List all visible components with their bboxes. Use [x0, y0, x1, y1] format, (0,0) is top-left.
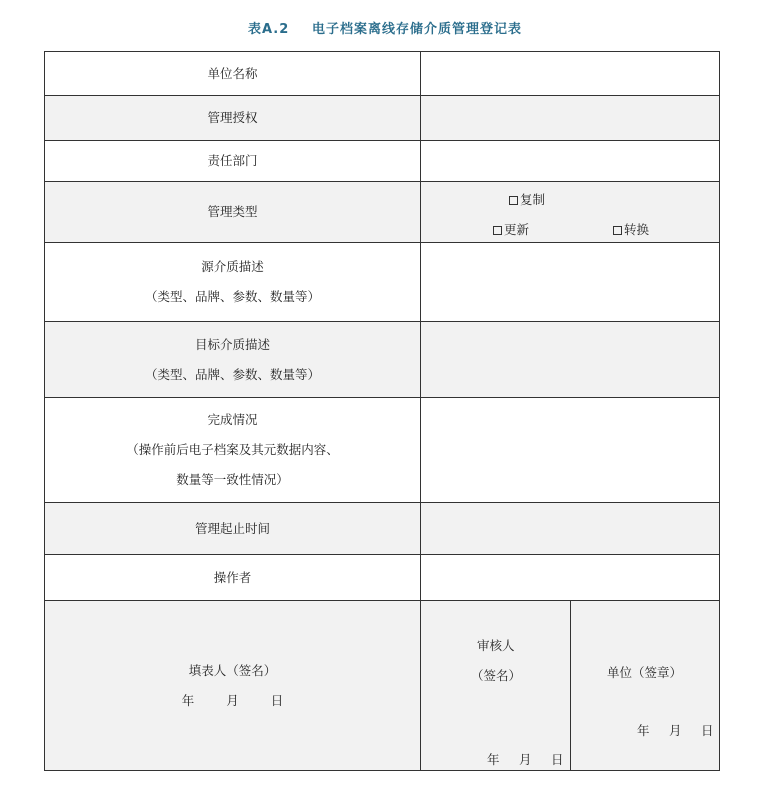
label-mgmt-auth: 管理授权: [207, 110, 258, 125]
checkbox-icon: [613, 226, 622, 235]
label-completion-note-2: 数量等一致性情况）: [176, 472, 289, 487]
label-tgt-media-note: （类型、品牌、参数、数量等）: [144, 366, 320, 382]
reviewer-cell[interactable]: [421, 601, 570, 771]
label-completion-note-1: （操作前后电子档案及其元数据内容、: [126, 442, 339, 457]
input-tgt-media[interactable]: [421, 322, 719, 397]
filler-cell[interactable]: [45, 601, 421, 771]
checkbox-icon: [493, 226, 502, 235]
label-unit-name: 单位名称: [207, 65, 258, 81]
filler-date: 年 月 日: [181, 693, 284, 708]
option-copy[interactable]: 复制: [509, 190, 545, 208]
input-src-media[interactable]: [421, 243, 719, 321]
label-mgmt-time: 管理起止时间: [194, 520, 270, 536]
label-reviewer: 审核人: [477, 638, 515, 653]
row-mgmt-auth: [44, 95, 720, 140]
label-unit-seal: 单位（签章）: [607, 665, 683, 680]
row-unit-name: [44, 51, 720, 95]
row-completion: [44, 397, 720, 502]
row-mgmt-time: [44, 502, 720, 554]
label-resp-dept: 责任部门: [207, 153, 258, 168]
reviewer-date-day: 日: [551, 752, 564, 767]
row-resp-dept: [44, 140, 720, 181]
option-convert[interactable]: 转换: [613, 220, 649, 238]
row-tgt-media: [44, 321, 720, 397]
label-src-media-note: （类型、品牌、参数、数量等）: [144, 289, 320, 304]
label-completion: 完成情况: [207, 412, 258, 427]
unit-date-day: 日: [701, 723, 714, 738]
row-src-media: [44, 242, 720, 321]
table-bottom-border: [44, 770, 720, 771]
label-filler: 填表人（签名）: [188, 663, 277, 678]
row-mgmt-type: [44, 181, 720, 242]
row-operator: [44, 554, 720, 600]
input-operator[interactable]: [421, 555, 719, 600]
input-mgmt-time[interactable]: [421, 503, 719, 554]
label-mgmt-type: 管理类型: [207, 204, 258, 219]
reviewer-date-year: 年: [487, 752, 500, 767]
table-name: 电子档案离线存储介质管理登记表: [312, 22, 523, 37]
label-tgt-media: 目标介质描述: [194, 336, 270, 352]
reviewer-date-month: 月: [519, 752, 532, 767]
input-completion[interactable]: [421, 398, 719, 502]
option-update[interactable]: 更新: [493, 220, 529, 238]
label-reviewer-sign: （签名）: [471, 668, 522, 683]
label-src-media: 源介质描述: [201, 259, 264, 274]
input-resp-dept[interactable]: [421, 141, 719, 181]
checkbox-icon: [509, 196, 518, 205]
input-mgmt-auth[interactable]: [421, 96, 719, 140]
unit-date-month: 月: [669, 723, 682, 738]
unit-date-year: 年: [637, 723, 650, 738]
table-number: 表A.2: [248, 22, 290, 37]
input-unit-name[interactable]: [421, 52, 719, 95]
unit-seal-cell[interactable]: [571, 601, 719, 771]
label-operator: 操作者: [213, 569, 252, 585]
row-signatures: [44, 600, 720, 771]
table-title: [0, 18, 762, 38]
